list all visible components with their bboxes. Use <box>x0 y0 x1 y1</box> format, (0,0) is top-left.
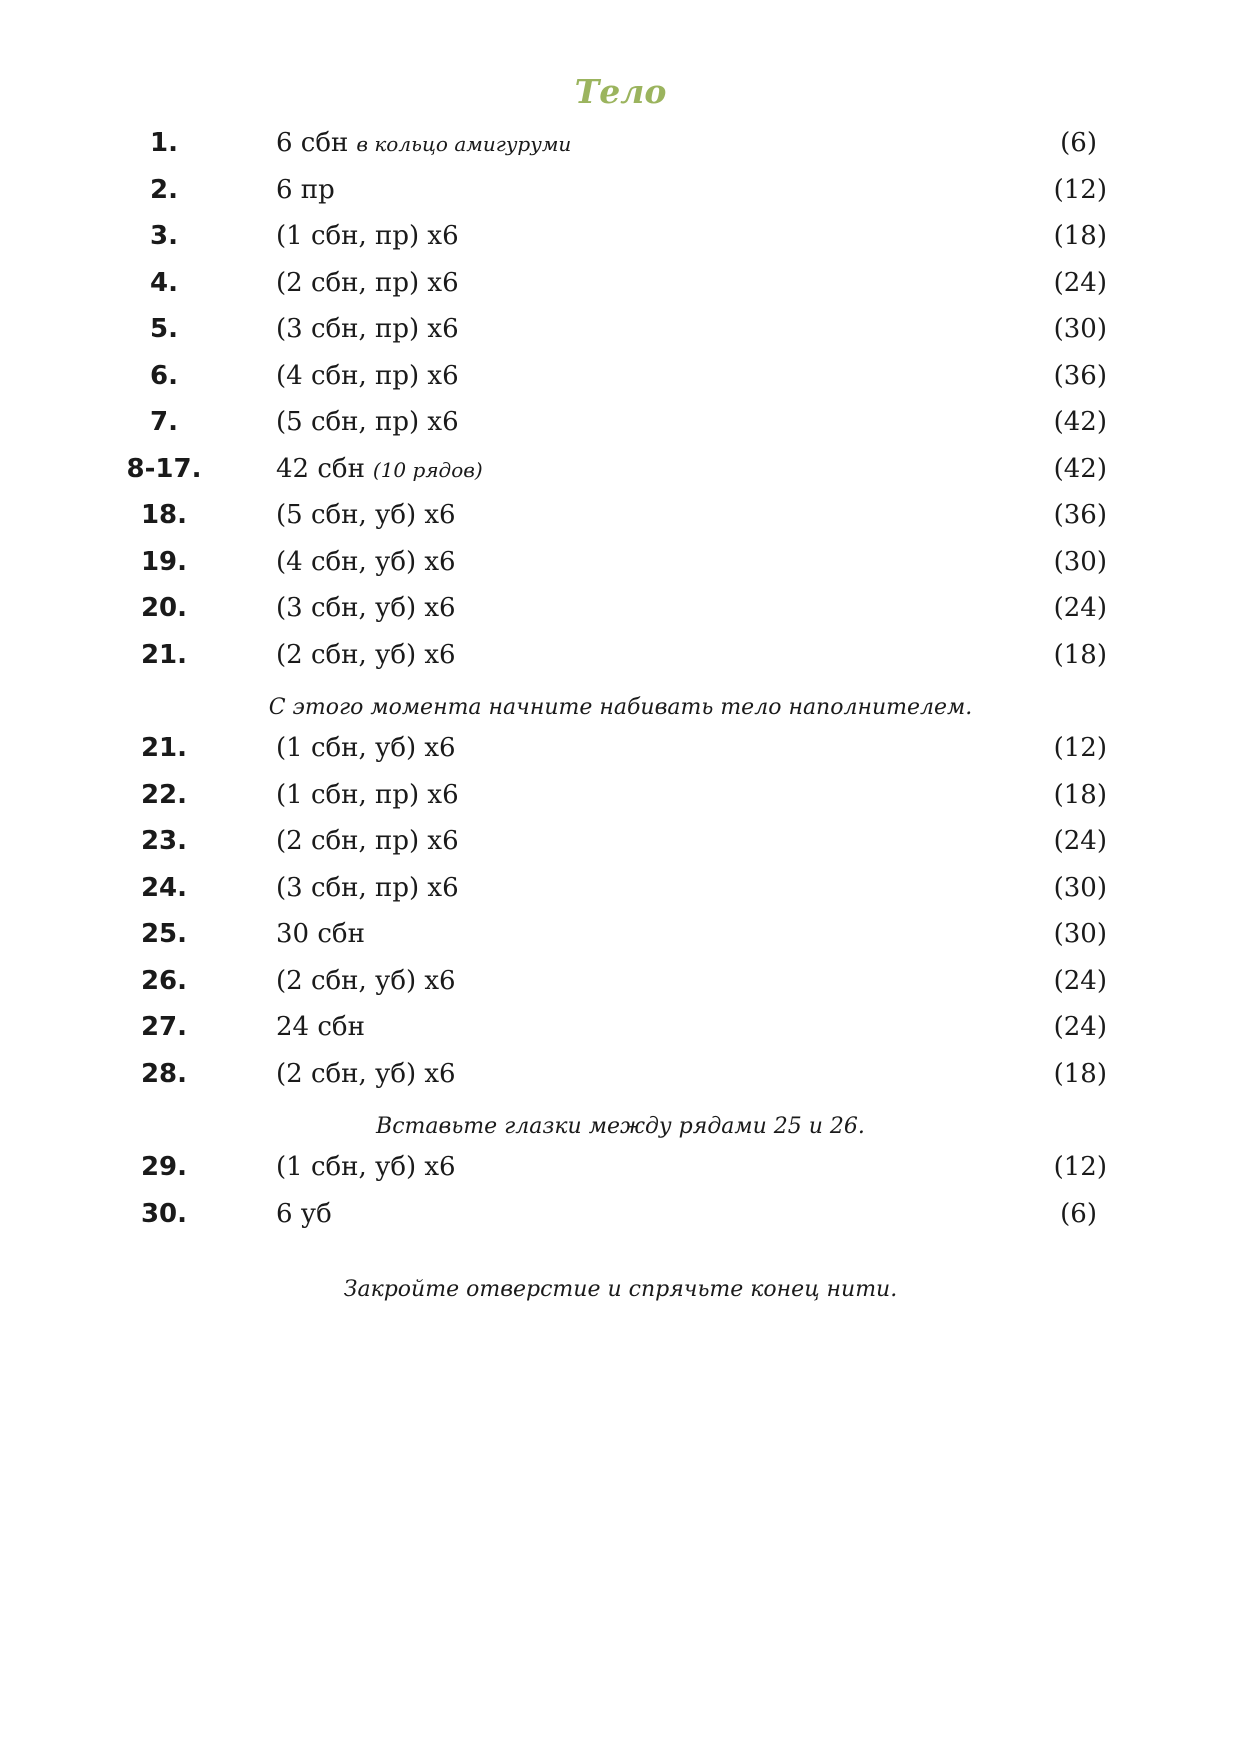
pattern-row <box>0 772 1241 819</box>
row-note: (10 рядов) <box>372 457 483 482</box>
stitch-count: (18) <box>1053 639 1107 670</box>
pattern-row <box>0 725 1241 772</box>
page-title: Тело <box>574 72 667 111</box>
stitch-count: (36) <box>1053 500 1107 530</box>
row-instruction: 24 сбн <box>276 1012 365 1042</box>
row-number: 22. <box>140 779 188 810</box>
pattern-row <box>0 1144 1241 1191</box>
row-number: 25. <box>140 919 188 949</box>
pattern-row <box>0 306 1241 353</box>
row-number: 28. <box>140 1058 188 1089</box>
pattern-row <box>0 1051 1241 1098</box>
row-instruction: (5 сбн, уб) х6 <box>276 500 456 530</box>
stitch-count: (24) <box>1053 593 1107 623</box>
row-instruction: (2 сбн, уб) х6 <box>276 1058 456 1089</box>
rows-block-a <box>0 120 1241 678</box>
row-instruction: 6 уб <box>276 1198 332 1229</box>
row-instruction: 6 пр <box>276 174 335 205</box>
row-instruction: (2 сбн, пр) х6 <box>276 267 459 298</box>
row-instruction: (3 сбн, пр) х6 <box>276 872 459 903</box>
stitch-count: (24) <box>1053 826 1107 856</box>
row-number: 1. <box>150 128 178 158</box>
stuffing-note: С этого момента начните набивать тело наполнителем. <box>268 695 973 720</box>
stitch-count: (12) <box>1053 1152 1107 1182</box>
row-number: 26. <box>140 965 188 996</box>
row-instruction: (2 сбн, пр) х6 <box>276 826 459 856</box>
row-number: 5. <box>150 314 178 344</box>
stitch-count: (24) <box>1053 267 1107 298</box>
row-instruction: (1 сбн, пр) х6 <box>276 779 459 810</box>
stitch-count: (6) <box>1060 1198 1097 1229</box>
stitch-count: (12) <box>1053 174 1107 205</box>
finish-note: Закройте отверстие и спрячьте конец нити. <box>343 1277 898 1302</box>
row-number: 19. <box>140 546 188 577</box>
row-instruction: (5 сбн, пр) х6 <box>276 407 459 437</box>
stitch-count: (42) <box>1053 407 1107 437</box>
pattern-row <box>0 818 1241 865</box>
row-number: 21. <box>140 639 188 670</box>
row-instruction: (1 сбн, уб) х6 <box>276 1152 456 1182</box>
stitch-count: (30) <box>1053 314 1107 344</box>
row-number: 24. <box>140 872 188 903</box>
row-number: 21. <box>140 733 188 763</box>
pattern-row <box>0 632 1241 679</box>
row-instruction: 42 сбн (10 рядов) <box>276 453 483 484</box>
row-number: 20. <box>140 593 188 623</box>
pattern-row <box>0 353 1241 400</box>
pattern-row <box>0 492 1241 539</box>
stitch-count: (36) <box>1053 360 1107 391</box>
stitch-count: (30) <box>1053 546 1107 577</box>
pattern-row <box>0 120 1241 167</box>
eyes-note: Вставьте глазки между рядами 25 и 26. <box>376 1114 865 1139</box>
row-number: 2. <box>150 174 178 205</box>
row-instruction: 30 сбн <box>276 919 365 949</box>
row-instruction: (2 сбн, уб) х6 <box>276 965 456 996</box>
stitch-count: (24) <box>1053 1012 1107 1042</box>
row-number: 6. <box>150 360 178 391</box>
pattern-row <box>0 446 1241 493</box>
row-instruction: (4 сбн, уб) х6 <box>276 546 456 577</box>
row-instruction: (1 сбн, уб) х6 <box>276 733 456 763</box>
pattern-row <box>0 585 1241 632</box>
pattern-row <box>0 167 1241 214</box>
pattern-row <box>0 865 1241 912</box>
stitch-count: (18) <box>1053 221 1107 251</box>
row-instruction: (2 сбн, уб) х6 <box>276 639 456 670</box>
row-number: 7. <box>150 407 178 437</box>
stitch-count: (12) <box>1053 733 1107 763</box>
row-instruction: (1 сбн, пр) х6 <box>276 221 459 251</box>
row-number: 3. <box>150 221 178 251</box>
row-number: 18. <box>140 500 188 530</box>
stitch-count: (30) <box>1053 919 1107 949</box>
stitch-count: (6) <box>1060 128 1097 158</box>
row-instruction: (3 сбн, пр) х6 <box>276 314 459 344</box>
pattern-row <box>0 213 1241 260</box>
rows-block-c <box>0 1144 1241 1237</box>
row-number: 30. <box>140 1198 188 1229</box>
pattern-row <box>0 260 1241 307</box>
row-note: в кольцо амигуруми <box>356 132 572 156</box>
rows-block-b <box>0 725 1241 1097</box>
pattern-row <box>0 1004 1241 1051</box>
stitch-count: (30) <box>1053 872 1107 903</box>
stitch-count: (18) <box>1053 1058 1107 1089</box>
row-number: 29. <box>140 1152 188 1182</box>
row-number: 23. <box>140 826 188 856</box>
stitch-count: (18) <box>1053 779 1107 810</box>
pattern-row <box>0 911 1241 958</box>
row-number: 27. <box>140 1012 188 1042</box>
pattern-row <box>0 399 1241 446</box>
stitch-count: (42) <box>1053 453 1107 484</box>
pattern-row <box>0 539 1241 586</box>
row-number: 4. <box>150 267 178 298</box>
pattern-row <box>0 958 1241 1005</box>
row-instruction: (4 сбн, пр) х6 <box>276 360 459 391</box>
row-instruction: 6 сбн в кольцо амигуруми <box>276 128 572 158</box>
stitch-count: (24) <box>1053 965 1107 996</box>
row-number: 8-17. <box>126 453 202 484</box>
row-instruction: (3 сбн, уб) х6 <box>276 593 456 623</box>
pattern-row <box>0 1191 1241 1238</box>
